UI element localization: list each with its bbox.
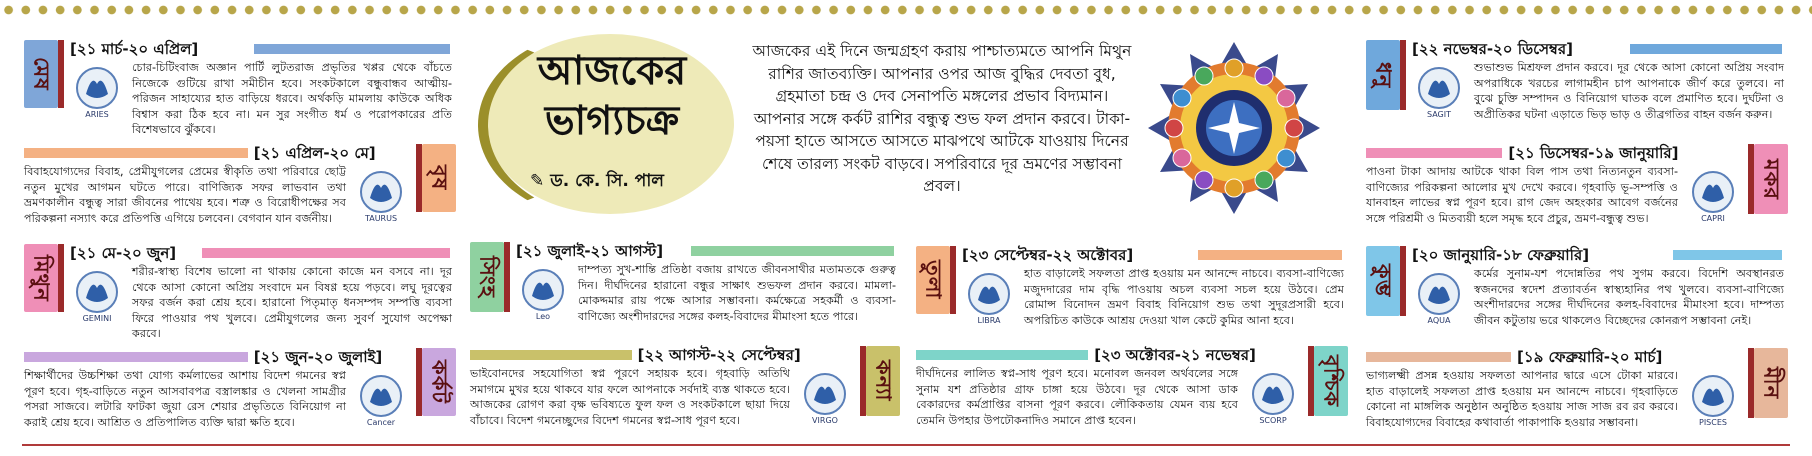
intro-text: আজকের এই দিনে জন্মগ্রহণ করায় পাশ্চাত্যমতে আপনি মিথুন রাশির জাতব্যক্তি। আপনার ওপর আজ বুদ্ধির দেবতা বুধ, গ্রহমাতা চন্দ্র ও দেব সেনাপতি মঙ্গলের প্রভাব বিদ্যমান। আপনার সঙ্গে কর্কট রাশির বন্ধুত্ব শুভ ফল প্রদান করবে। টাকা-পয়সা হাতে আসতে আসতে মাঝপথে আটকে যাওয়ায় দিনের শেষে তারল্য সংকট বাড়বে। সপরিবারে দূর ভ্রমণের সম্ভাবনা প্রবল। [752, 42, 1132, 195]
sign-tab-sagittarius [1366, 40, 1400, 110]
sign-date: [২১ জুন-২০ জুলাই] [253, 348, 383, 366]
fish-icon-graphic [1684, 370, 1742, 428]
sign-name: ধনু [1371, 61, 1396, 89]
sign-date-bar [1630, 44, 1782, 54]
pen-nib-icon: ✎ [530, 171, 545, 191]
goat-icon-graphic [1684, 166, 1742, 224]
sign-tab-capricorn [1754, 144, 1788, 214]
sign-block-sagittarius [1366, 36, 1788, 134]
sign-name: বৃষ [427, 165, 452, 191]
water-bearer-icon [1410, 268, 1468, 326]
sign-text: শিক্ষার্থীদের উচ্চশিক্ষা তথা যোগ্য কর্মলাভের আশায় বিদেশ গমনের স্বপ্ন পূরণ হবে। গৃহ-বাড়িতে নতুন আসবাবপত্র বস্ত্রালঙ্কার ও খেলনা সামগ্রীর পসরা সাজবে। লটারি ফাটকা জুয়া রেস শেয়ার প্রভৃতিতে বিনিয়োগ না করাই শ্রেয় হবে। আশ্রিত ও প্রতিপালিত ব্যক্তি দ্বারা ক্ষতি হবে। [24, 369, 346, 429]
icon-label: Cancer [366, 418, 396, 427]
icon-label: TAURUS [364, 214, 398, 223]
sign-name: মকর [1759, 158, 1784, 200]
archer-icon [1410, 62, 1468, 120]
crab-icon [352, 370, 410, 428]
sign-tab-scorpio [1314, 346, 1348, 416]
sign-block-leo [470, 238, 900, 336]
sign-block-libra [916, 242, 1348, 338]
sign-date: [১৯ ফেব্রুয়ারি-২০ মার্চ] [1517, 348, 1663, 366]
sign-date-bar [1366, 352, 1511, 362]
sign-date-bar [24, 148, 248, 158]
sign-tab-shadow [1400, 246, 1406, 316]
sign-text: দাম্পত্য সুখ-শান্তি প্রতিষ্ঠা বজায় রাখতে জীবনসাথীর মতামতকে গুরুত্ব দিন। দীর্ঘদিনের হারানো বন্ধুর সাক্ষাৎ শুভফল প্রদান করবে। মামলা-মোকদ্দমার রায় পক্ষে আসার সম্ভাবনা। কর্মক্ষেত্রে সহকর্মী ও ব্যবসা-বাণিজ্যে অংশীদারদের সঙ্গের কলহ-বিবাদের মীমাংসা হতে পারে। [578, 263, 896, 323]
sign-tab-aquarius [1366, 246, 1400, 316]
sign-text: কর্মের সুনাম-যশ পদোন্নতির পথ সুগম করবে। বিদেশি অবস্থানরত স্বজনদের স্বদেশ প্রত্যাবর্তন স্বাস্থ্যহানির পথ খুলবে। ব্যবসা-বাণিজ্যে অংশীদারদের সঙ্গের দীর্ঘদিনের কলহ-বিবাদের মীমাংসা হবে। দাম্পত্য জীবন কটুতায় ভরে থাকলেও বিচ্ছেদের কোনরূপ সম্ভাবনা নেই। [1474, 267, 1784, 327]
sign-tab-shadow [1400, 40, 1406, 110]
sign-name: তুলা [921, 260, 946, 300]
sign-block-virgo [470, 342, 900, 440]
sign-tab-taurus [422, 144, 456, 212]
sign-tab-gemini [24, 244, 58, 312]
sign-date-bar [1673, 250, 1782, 260]
sign-block-scorpio [916, 342, 1348, 440]
water-bearer-icon-graphic [1410, 268, 1468, 326]
sign-tab-virgo [866, 346, 900, 416]
sign-block-aries [24, 36, 456, 137]
sign-tab-pisces [1754, 348, 1788, 418]
author-byline [530, 168, 664, 196]
sign-block-aquarius [1366, 242, 1788, 340]
maiden-icon-graphic [796, 368, 854, 426]
icon-label: Leo [535, 312, 551, 321]
sign-block-cancer [24, 344, 456, 440]
sign-tab-libra [916, 246, 950, 314]
sign-tab-shadow [504, 242, 510, 312]
sign-text: ভাইবোনদের সহযোগিতা স্বপ্ন পূরণে সহায়ক হবে। গৃহবাড়ি অতিথি সমাগমে মুখর হয়ে থাকবে যার ফলে আপনাকে সর্বদাই ব্যস্ত থাকতে হবে। আজকের রোগণ করা বৃক্ষ ভবিষ্যতে ফুল ফল ও সংকটকালে ছায়া দিয়ে বাঁচাবে। বিদেশ গমনেচ্ছুদের বিদেশ গমনের স্বপ্ন-সাধ পূরণ হবে। [470, 367, 790, 427]
sign-tab-leo [470, 242, 504, 312]
sign-date: [২১ মে-২০ জুন] [70, 244, 177, 262]
sign-text: বিবাহযোগ্যদের বিবাহ, প্রেমীযুগলের প্রেমের স্বীকৃতি তথা পরিবারে ছোট্ট নতুন মুখের আগমন ঘটতে পারে। বাণিজ্যিক সফর লাভবান তথা ভ্রমণকালীন বন্ধুত্ব সারা জীবনের পাথেয় হবে। শত্রু ও বিরোধীপক্ষের সব পরিকল্পনা নস্যাৎ করে প্রতিপত্তি এগিয়ে চলবেন। বেগবান যান বর্জনীয়। [24, 165, 346, 225]
sign-date-bar [1198, 250, 1342, 260]
sign-text: শরীর-স্বাস্থ্য বিশেষ ভালো না থাকায় কোনো কাজে মন বসবে না। দূর থেকে আসা কোনো অপ্রিয় সংবাদে মন বিষণ্ণ হয়ে পড়বে। লঘু দূরত্বের সফর বর্জন করা শ্রেয় হবে। হারানো পিতৃমাতৃ ধনসম্পদ সম্পত্তি ব্যবসা ফিরে পাওয়ার পথ খুলবে। প্রেমীযুগলের জন্য সুবর্ণ সুযোগ অপেক্ষা করবে। [132, 265, 452, 341]
wheel-sign-dot [1165, 119, 1183, 137]
sign-block-taurus [24, 140, 456, 236]
wheel-sign-dot [1285, 119, 1303, 137]
sign-block-pisces [1366, 344, 1788, 442]
sign-name: মেষ [29, 57, 54, 91]
page-title [500, 46, 724, 146]
bull-icon-graphic [352, 166, 410, 224]
maiden-icon [796, 368, 854, 426]
lion-icon [514, 264, 572, 322]
crab-icon-graphic [352, 370, 410, 428]
icon-label: ARIES [85, 110, 109, 119]
sign-tab-shadow [950, 246, 956, 314]
ram-icon-graphic [68, 62, 126, 120]
wheel-sign-dot [1277, 89, 1295, 107]
sign-date: [২২ আগস্ট-২২ সেপ্টেম্বর] [637, 346, 801, 364]
wheel-sign-dot [1225, 179, 1243, 197]
author-name: ড. কে. সি. পাল [550, 171, 664, 191]
sign-block-capricorn [1366, 140, 1788, 238]
wheel-sign-dot [1255, 67, 1273, 85]
bottom-rule [22, 444, 1790, 446]
title-line-2: ভাগ্যচক্র [544, 98, 680, 144]
scales-icon [960, 268, 1018, 326]
sign-date: [২১ মার্চ-২০ এপ্রিল] [70, 40, 199, 58]
sign-name: মীন [1759, 366, 1784, 400]
icon-label: PISCES [1699, 418, 1727, 427]
archer-icon-graphic [1410, 62, 1468, 120]
sign-name: মিথুন [29, 254, 54, 302]
sign-tab-shadow [58, 244, 64, 312]
sign-text: ভাগ্যলক্ষ্মী প্রসন্ন হওয়ায় সফলতা আপনার দ্বারে এসে টোকা মারবে। হাত বাড়ালেই সফলতা প্রাপ্ত হওয়ায় মন আনন্দে নাচবে। গৃহবাড়িতে কোনো না মাঙ্গলিক অনুষ্ঠান অনুষ্ঠিত হওয়ায় সাজ সাজ রব রব করবে। বিবাহযোগ্যদের বিবাহের কথাবার্তা পাকাপাকি হওয়ার সম্ভাবনা। [1366, 369, 1678, 429]
sign-date-bar [1366, 148, 1502, 158]
wheel-sign-dot [1173, 149, 1191, 167]
icon-label: GEMINI [82, 314, 112, 323]
wheel-sign-dot [1225, 59, 1243, 77]
sign-date: [২১ জুলাই-২১ আগস্ট] [516, 242, 664, 260]
sign-date-bar [202, 248, 450, 258]
wheel-sign-dot [1277, 149, 1295, 167]
sign-date-bar [916, 350, 1088, 360]
icon-label: CAPRI [1701, 214, 1725, 223]
sign-name: কুম্ভ [1371, 264, 1396, 298]
icon-label: VIRGO [812, 416, 838, 425]
wheel-sign-dot [1173, 89, 1191, 107]
twins-icon [68, 266, 126, 324]
scorpion-icon-graphic [1244, 368, 1302, 426]
sign-text: পাওনা টাকা আদায় আটকে থাকা বিল পাস তথা নিত্যনতুন ব্যবসা-বাণিজ্যের পরিকল্পনা আলোর মুখ দেখে করবে। গৃহবাড়ি ভূ-সম্পত্তি ও যানবাহন লাভের স্বপ্ন পূরণ হবে। রাগ জেদ অহংকার আবেগ বর্জনের সঙ্গে পরিশ্রমী ও মিতব্যয়ী হলে সমৃদ্ধ হবে প্রচুর, ভ্রমণ-বন্ধুত্ব শুভ। [1366, 165, 1678, 225]
sign-name: কন্যা [871, 360, 896, 402]
scorpion-icon [1244, 368, 1302, 426]
sign-date: [২১ ডিসেম্বর-১৯ জানুয়ারি] [1508, 144, 1679, 162]
sign-tab-aries [24, 40, 58, 108]
sign-date: [২৩ অক্টোবর-২১ নভেম্বর] [1094, 346, 1256, 364]
wheel-sign-dot [1195, 171, 1213, 189]
sign-name: সিংহ [475, 256, 500, 298]
sign-date-bar [254, 44, 450, 54]
sign-name: কর্কট [427, 360, 452, 404]
fish-icon [1684, 370, 1742, 428]
icon-label: SAGIT [1426, 110, 1452, 119]
wheel-sign-dot [1195, 67, 1213, 85]
ram-icon [68, 62, 126, 120]
sign-date-bar [470, 350, 632, 360]
dotted-border [0, 4, 1812, 16]
sign-name: বৃশ্চিক [1319, 354, 1344, 408]
twins-icon-graphic [68, 266, 126, 324]
sign-text: হাত বাড়ালেই সফলতা প্রাপ্ত হওয়ায় মন আনন্দে নাচবে। ব্যবসা-বাণিজ্যে মজুদদারের দাম বৃদ্ধি পাওয়ায় অচল ব্যবসা সচল হয়ে উঠবে। প্রেম রোমান্স বিনোদন ভ্রমণ বিবাহ বিনিয়োগ শুভ তথা সুদূরপ্রসারী হবে। অপরিচিত কাউকে আশ্রয় দেওয়া খাল কেটে কুমির আনা হবে। [1024, 267, 1344, 327]
sign-date: [২০ জানুয়ারি-১৮ ফেব্রুয়ারি] [1412, 246, 1590, 264]
scales-icon-graphic [960, 268, 1018, 326]
icon-label: LIBRA [977, 316, 1001, 325]
wheel-sign-dot [1255, 171, 1273, 189]
sign-tab-shadow [58, 40, 64, 108]
sign-date: [২২ নভেম্বর-২০ ডিসেম্বর] [1412, 40, 1573, 58]
sign-date: [২৩ সেপ্টেম্বর-২২ অক্টোবর] [962, 246, 1134, 264]
sign-block-gemini [24, 240, 456, 341]
title-line-1: আজকের [537, 48, 687, 94]
sign-tab-cancer [422, 348, 456, 416]
lion-icon-graphic [514, 264, 572, 322]
sign-date-bar [691, 246, 894, 256]
bull-icon [352, 166, 410, 224]
sign-date: [২১ এপ্রিল-২০ মে] [253, 144, 376, 162]
zodiac-wheel-icon [1146, 40, 1322, 216]
sign-text: চোর-চিটিংবাজ অজ্ঞান পার্টি লুটতরাজ প্রভৃতির খপ্পর থেকে বাঁচতে নিজেকে গুটিয়ে রাখা সমীচীন হবে। সংকটকালে বন্ধুবান্ধব আত্মীয়-পরিজন সাহায্যের হাত বাড়িয়ে ধরবে। অর্থকড়ি মামলায় কাউকে অধিক বিশ্বাস করা ঠিক হবে না। মন সুর সংগীত ধর্ম ও পরোপকারের প্রতি বিশেষভাবে ঝুঁকবে। [132, 61, 452, 137]
icon-label: AQUA [1427, 316, 1451, 325]
goat-icon [1684, 166, 1742, 224]
sign-text: শুভাশুভ মিশ্রফল প্রদান করবে। দূর থেকে আসা কোনো অপ্রিয় সংবাদ অপরাধিকে খরচের লাগামহীন চাপ আপনাকে জীর্ণ করে তুলবে। না বুঝে চুক্তি সম্পাদন ও বিনিয়োগ ঘাতক বলে প্রমাণিত হবে। দুর্ঘটনা ও অপ্রীতিকর ঘটনা এড়াতে ভিড় ভাড় ও তীব্রগতির বাহন বর্জন করুন। [1474, 61, 1784, 121]
sign-text: দীর্ঘদিনের লালিত স্বপ্ন-সাধ পূরণ হবে। মনোবল জনবল অর্থবলের সঙ্গে সুনাম যশ প্রতিষ্ঠার গ্রাফ চাঙ্গা হয়ে উঠবে। দূর থেকে আসা ডাক বেকারদের কর্মপ্রাপ্তির বাসনা পূরণ করবে। লৌকিকতায় যেমন ব্যয় হবে তেমনি উপহার উপঢৌকনাদিও সমানে প্রাপ্ত হবেন। [916, 367, 1238, 427]
icon-label: SCORP [1259, 416, 1287, 425]
sign-date-bar [24, 352, 248, 362]
